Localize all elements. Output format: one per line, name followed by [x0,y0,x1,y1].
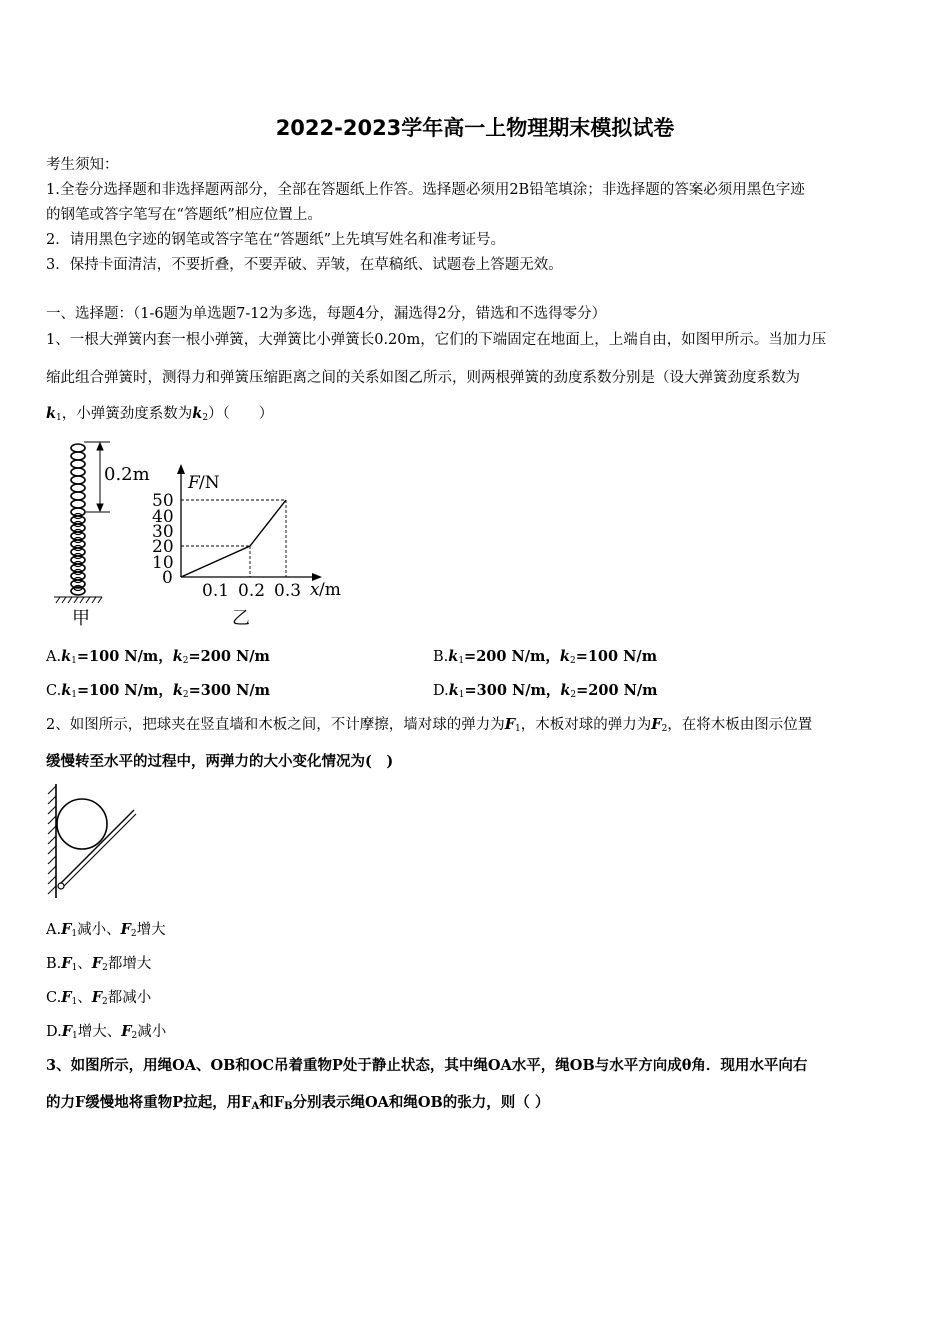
length-label: 0.2m [104,464,150,485]
q2-text: 2、如图所示，把球夹在竖直墙和木板之间，不计摩擦，墙对球的弹力为 [46,717,505,733]
f-symbol: F [61,1023,73,1040]
q1-line-2: 缩此组合弹簧时，测得力和弹簧压缩距离之间的关系如图乙所示，则两根弹簧的劲度系数分别是（设大弹簧劲度系数为 [46,370,800,386]
option-text: 、 [77,956,92,972]
subscript: A [251,1101,260,1112]
option-value: =200 N/m [576,682,658,699]
y-axis-arrow [177,464,185,474]
subscript: 2 [661,724,668,734]
q2-option-c[interactable] [46,986,151,1007]
k-symbol: k [448,682,459,699]
subscript: 1 [71,690,77,700]
q1-option-b[interactable] [433,645,657,666]
f-symbol: F [121,1023,132,1040]
option-letter: A. [46,922,62,938]
option-value: =100 N/m， [76,648,173,665]
notice-line-3: 3．保持卡面清洁，不要折叠，不要弄破、弄皱，在草稿纸、试题卷上答题无效。 [46,257,563,273]
notice-line-2: 2．请用黑色字迹的钢笔或答字笔在“答题纸”上先填写姓名和准考证号。 [46,232,506,248]
k-symbol: k [61,682,72,699]
ball [57,799,107,849]
q2-option-b[interactable] [46,952,151,973]
option-text: 增大 [136,922,166,938]
ground-hatch [54,597,102,603]
q2-text: ，木板对球的弹力为 [520,717,652,733]
subscript: 2 [102,963,108,973]
k-symbol: k [448,648,459,665]
notice-heading: 考生须知： [46,157,119,173]
subscript: 2 [569,656,576,666]
q3-text: 的力F缓慢地将重物P拉起，用F [46,1094,252,1111]
k-symbol: k [192,405,203,422]
q3-text: 分别表示绳OA和绳OB的张力，则（ ） [292,1094,550,1111]
q2-line-1 [46,713,812,734]
y-axis-symbol: F [188,473,200,493]
y-tick-50: 50 [152,491,174,511]
y-axis-unit: /N [199,473,220,493]
f-symbol: F [504,716,516,733]
y-tick-30: 30 [152,522,174,542]
subscript: 1 [515,724,521,734]
q2-figure [44,782,140,902]
q1-line-3 [46,402,273,423]
option-value: =100 N/m [575,648,658,665]
subscript: 1 [56,413,62,423]
subscript: 1 [458,690,465,700]
q2-line-2: 缓慢转至水平的过程中，两弹力的大小变化情况为( ) [46,753,394,770]
x-tick-0.3: 0.3 [274,581,302,601]
f-symbol: F [120,921,131,938]
q2-text: ，在将木板由图示位置 [667,717,813,733]
k-symbol: k [61,648,72,665]
f-symbol: F [651,716,662,733]
q1-option-d[interactable] [433,679,658,700]
force-graph [152,464,341,629]
label-yi: 乙 [232,608,250,629]
option-letter: A. [46,649,62,665]
option-text: 减小 [137,1024,167,1040]
k-symbol: k [172,682,183,699]
q3-text: 和F [259,1094,285,1111]
y-tick-10: 10 [152,553,174,573]
q1-option-a[interactable] [46,645,270,666]
option-text: 增大、 [77,1024,122,1040]
notice-line-1b: 的钢笔或答字笔写在“答题纸”相应位置上。 [46,207,322,223]
q1-line-3-mid: ，小弹簧劲度系数为 [61,406,193,422]
option-value: =200 N/m， [464,648,560,665]
option-letter: D. [46,1024,62,1040]
subscript: 2 [182,656,189,666]
subscript: 1 [458,656,465,666]
f-symbol: F [61,989,72,1006]
x-axis-unit: /m [319,580,341,600]
k-symbol: k [172,648,183,665]
y-tick-40: 40 [152,507,174,527]
option-text: 减小、 [77,922,121,938]
q1-figure [46,436,356,632]
option-text: 、 [77,990,92,1006]
option-value: =300 N/m， [464,682,561,699]
big-spring [71,444,85,595]
subscript: 1 [72,1031,78,1041]
x-tick-0.2: 0.2 [238,581,266,601]
subscript: 1 [71,997,78,1007]
wall-hatch [48,786,56,894]
q1-option-c[interactable] [46,679,270,700]
label-jia: 甲 [72,608,90,629]
force-curve [181,500,286,577]
option-value: =100 N/m， [76,682,173,699]
option-letter: B. [46,956,62,972]
page-title: 2022-2023学年高一上物理期末模拟试卷 [275,116,675,140]
f-symbol: F [61,955,72,972]
x-axis-symbol: x [310,580,320,600]
f-symbol: F [91,989,103,1006]
subscript: 2 [131,1031,138,1041]
k-symbol: k [46,405,57,422]
subscript: B [284,1101,293,1112]
option-value: =300 N/m [188,682,270,699]
pivot [58,883,64,889]
q3-line-2 [46,1091,549,1112]
q2-option-a[interactable] [46,918,166,939]
section-heading: 一、选择题：（1-6题为单选题7-12为多选，每题4分，漏选得2分，错选和不选得零分） [46,306,607,322]
option-text: 都增大 [107,956,152,972]
y-tick-20: 20 [152,537,174,557]
f-symbol: F [91,955,103,972]
subscript: 2 [102,997,108,1007]
q3-line-1: 3、如图所示，用绳OA、OB和OC吊着重物P处于静止状态，其中绳OA水平，绳OB与水平方向成θ角．现用水平向右 [46,1057,808,1074]
subscript: 2 [570,690,577,700]
option-value: =200 N/m [188,648,270,665]
option-text: 都减小 [107,990,152,1006]
board-edge-2 [62,814,136,888]
notice-line-1a: 1.全卷分选择题和非选择题两部分，全部在答题纸上作答。选择题必须用2B铅笔填涂；非选择题的答案必须用黑色字迹 [46,182,805,198]
subscript: 1 [71,656,77,666]
option-letter: C. [46,683,62,699]
subscript: 2 [202,413,209,423]
k-symbol: k [560,682,571,699]
subscript: 2 [130,929,137,939]
k-symbol: k [559,648,570,665]
f-symbol: F [61,921,72,938]
subscript: 1 [71,963,78,973]
subscript: 2 [182,690,189,700]
option-letter: B. [433,649,449,665]
subscript: 1 [71,929,78,939]
q1-line-3-end: ）（ ） [208,406,274,422]
q2-option-d[interactable] [46,1020,166,1041]
y-tick-0: 0 [162,568,173,588]
option-letter: C. [46,990,62,1006]
q1-line-1: 1、一根大弹簧内套一根小弹簧，大弹簧比小弹簧长0.20m，它们的下端固定在地面上，上端自由，如图甲所示。当加力压 [46,332,827,348]
option-letter: D. [433,683,449,699]
x-tick-0.1: 0.1 [202,581,230,601]
